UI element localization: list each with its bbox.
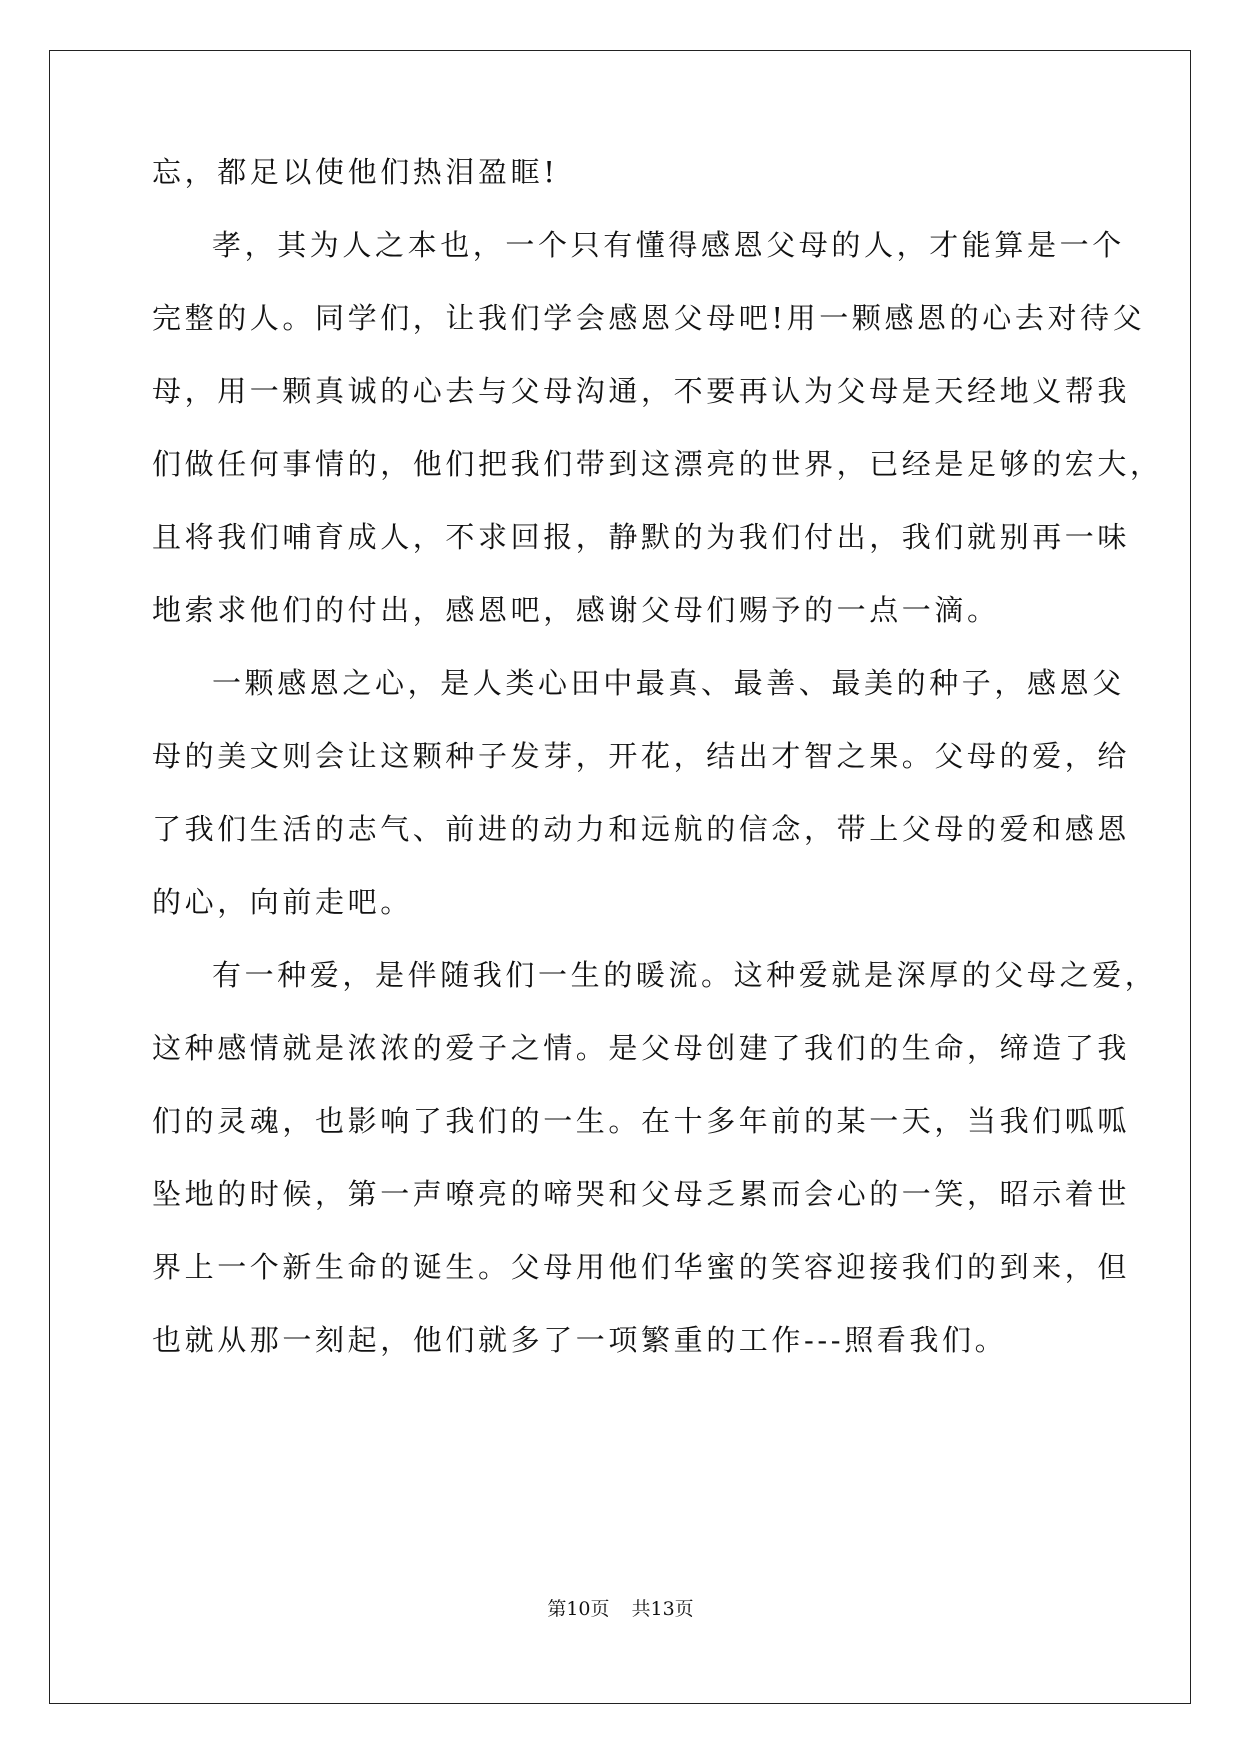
page-total: 共13页 (631, 1598, 694, 1620)
text-line: 这种感情就是浓浓的爱子之情。是父母创建了我们的生命，缔造了我 (152, 1031, 1131, 1065)
text-line: 有一种爱，是伴随我们一生的暖流。这种爱就是深厚的父母之爱， (212, 958, 1158, 992)
text-line: 了我们生活的志气、前进的动力和远航的信念，带上父母的爱和感恩 (152, 812, 1131, 846)
text-line: 地索求他们的付出，感恩吧，感谢父母们赐予的一点一滴。 (152, 593, 1000, 627)
text-line: 忘，都足以使他们热泪盈眶! (152, 155, 559, 189)
text-line: 也就从那一刻起，他们就多了一项繁重的工作---照看我们。 (152, 1323, 1008, 1357)
text-line: 界上一个新生命的诞生。父母用他们华蜜的笑容迎接我们的到来，但 (152, 1250, 1131, 1284)
text-line: 们的灵魂，也影响了我们的一生。在十多年前的某一天，当我们呱呱 (152, 1104, 1131, 1138)
text-line: 完整的人。同学们，让我们学会感恩父母吧!用一颗感恩的心去对待父 (152, 301, 1146, 335)
text-line: 母的美文则会让这颗种子发芽，开花，结出才智之果。父母的爱，给 (152, 739, 1131, 773)
text-line: 坠地的时候，第一声嘹亮的啼哭和父母乏累而会心的一笑，昭示着世 (152, 1177, 1131, 1211)
page-number: 第10页 (547, 1598, 610, 1620)
text-line: 的心，向前走吧。 (152, 885, 413, 919)
text-line: 且将我们哺育成人，不求回报，静默的为我们付出，我们就别再一味 (152, 520, 1131, 554)
text-line: 一颗感恩之心，是人类心田中最真、最善、最美的种子，感恩父 (212, 666, 1125, 700)
page-footer (0, 1596, 1241, 1622)
text-line: 母，用一颗真诚的心去与父母沟通，不要再认为父母是天经地义帮我 (152, 374, 1131, 408)
text-line: 孝，其为人之本也，一个只有懂得感恩父母的人，才能算是一个 (212, 228, 1125, 262)
text-line: 们做任何事情的，他们把我们带到这漂亮的世界，已经是足够的宏大， (152, 447, 1163, 481)
